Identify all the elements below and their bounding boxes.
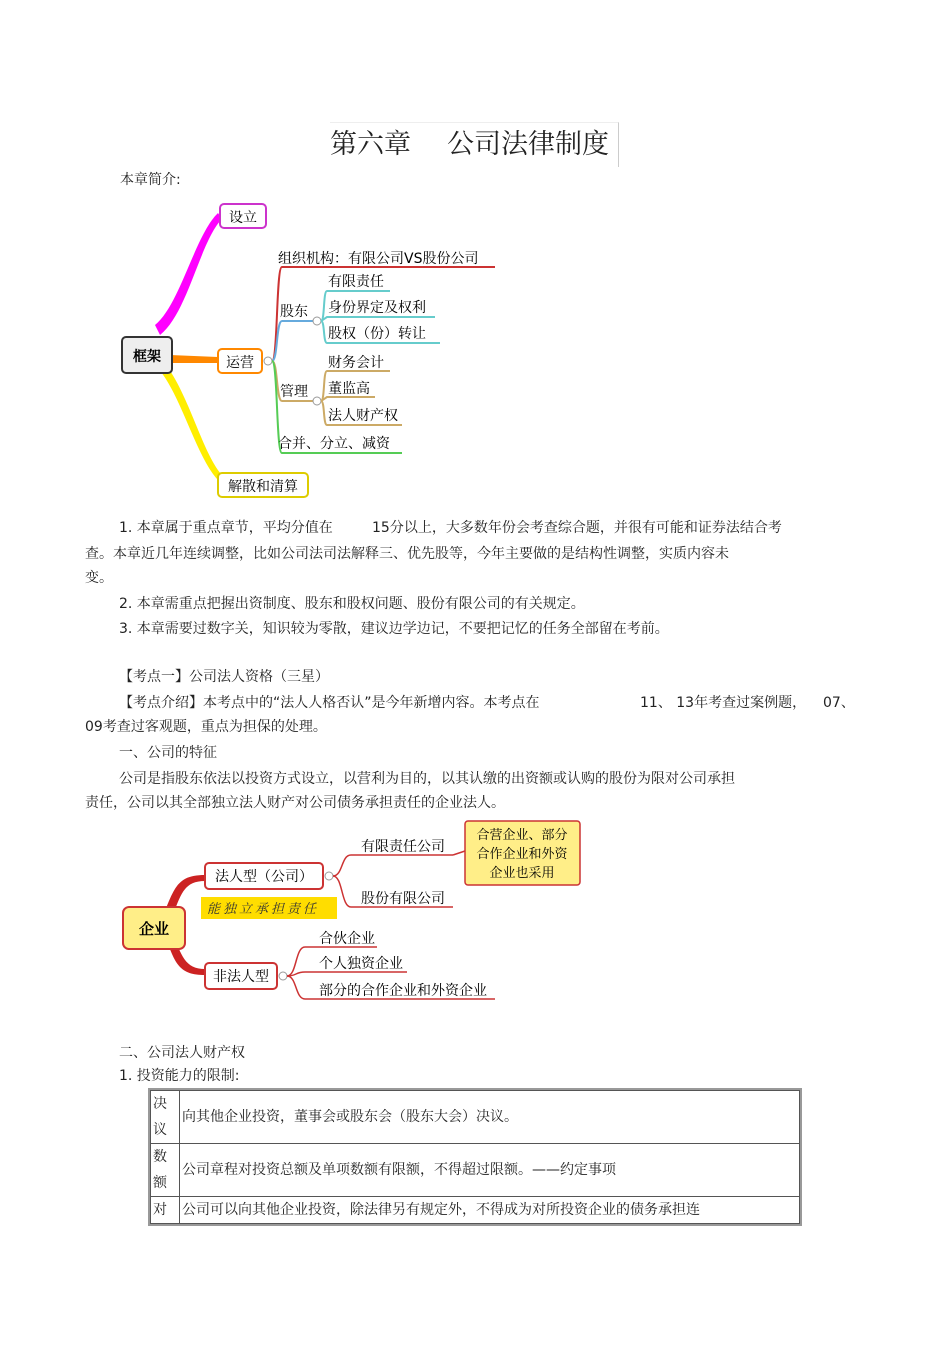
section-2-sub-1: 1. 投资能力的限制: bbox=[119, 1068, 240, 1084]
legal-type-label: 法人型（公司） bbox=[215, 869, 313, 885]
handwritten-note: 能独立承担责任 bbox=[207, 902, 320, 917]
section-1-body-b: 责任，公司以其全部独立法人财产对公司债务承担责任的企业法人。 bbox=[85, 795, 505, 811]
para-1-part-d: 变。 bbox=[85, 570, 113, 586]
section-2-heading: 二、公司法人财产权 bbox=[119, 1045, 245, 1061]
collapse-toggle-icon[interactable] bbox=[279, 972, 287, 980]
nonlegal-type-label: 非法人型 bbox=[213, 969, 269, 985]
intro-label: 本章简介: bbox=[120, 172, 181, 188]
para-1-part-c: 查。本章近几年连续调整，比如公司法司法解释三、优先股等，今年主要做的是结构性调整，实质内容未 bbox=[85, 546, 729, 562]
table-row bbox=[151, 1144, 800, 1197]
table-row-head: 数额 bbox=[151, 1144, 180, 1197]
operation-label: 运营 bbox=[226, 355, 254, 371]
para-1-part-b: 15分以上，大多数年份会考查综合题，并很有可能和证券法结合考 bbox=[372, 520, 782, 536]
table-row-head: 决议 bbox=[151, 1091, 180, 1144]
sh-item: 有限责任 bbox=[328, 274, 384, 290]
investment-limit-table bbox=[150, 1090, 800, 1224]
para-2: 2. 本章需重点把握出资制度、股东和股权问题、股份有限公司的有关规定。 bbox=[119, 596, 585, 612]
note-line: 合作企业和外资 bbox=[476, 847, 568, 862]
mg-item: 财务会计 bbox=[328, 355, 384, 371]
enterprise-root-label: 企业 bbox=[138, 920, 170, 938]
section-1-heading: 一、公司的特征 bbox=[119, 745, 217, 761]
kaodian-1-intro-b: 11、 13年考查过案例题， bbox=[640, 695, 807, 711]
table-row-body: 公司可以向其他企业投资，除法律另有规定外，不得成为对所投资企业的债务承担连 bbox=[180, 1197, 800, 1224]
para-1-part-a: 1. 本章属于重点章节，平均分值在 bbox=[119, 520, 333, 536]
table-row bbox=[151, 1091, 800, 1144]
kaodian-1-intro-c: 07、 bbox=[823, 695, 855, 711]
table-row-head: 对 bbox=[151, 1197, 180, 1224]
collapse-toggle-icon[interactable] bbox=[325, 872, 333, 880]
sh-item: 股权（份）转让 bbox=[328, 326, 426, 342]
legal-item: 有限责任公司 bbox=[361, 839, 445, 855]
page-title bbox=[330, 122, 619, 167]
shareholder-label: 股东 bbox=[280, 304, 308, 320]
table-row-body: 公司章程对投资总额及单项数额有限额，不得超过限额。——约定事项 bbox=[180, 1144, 800, 1197]
kaodian-1-intro-a: 【考点介绍】本考点中的“法人人格否认”是今年新增内容。本考点在 bbox=[119, 695, 540, 711]
chapter-name: 公司法律制度 bbox=[447, 129, 609, 160]
line-shareholder bbox=[272, 321, 322, 361]
root-label: 框架 bbox=[133, 349, 161, 365]
branch-dissolve bbox=[155, 360, 222, 480]
section-1-body-a: 公司是指股东依法以投资方式设立，以营利为目的，以其认缴的出资额或认购的股份为限对公司承担 bbox=[119, 771, 735, 787]
collapse-toggle-icon[interactable] bbox=[264, 357, 272, 365]
management-label: 管理 bbox=[280, 384, 308, 400]
nonlegal-item: 个人独资企业 bbox=[319, 956, 403, 972]
mg-item: 董监高 bbox=[328, 381, 370, 397]
mindmap-enterprise bbox=[115, 815, 595, 1015]
org-label: 组织机构：有限公司VS股份公司 bbox=[278, 251, 479, 267]
chapter-number: 第六章 bbox=[330, 129, 411, 160]
note-line: 企业也采用 bbox=[489, 866, 555, 881]
para-3: 3. 本章需要过数字关，知识较为零散，建议边学边记，不要把记忆的任务全部留在考前。 bbox=[119, 621, 669, 637]
legal-item: 股份有限公司 bbox=[361, 891, 445, 907]
sh-item: 身份界定及权利 bbox=[328, 300, 426, 316]
branch-setup bbox=[155, 213, 222, 335]
dissolve-label: 解散和清算 bbox=[228, 479, 298, 495]
nonlegal-item: 部分的合作企业和外资企业 bbox=[319, 983, 487, 999]
kaodian-1-heading: 【考点一】公司法人资格（三星） bbox=[119, 669, 329, 685]
mg-item: 法人财产权 bbox=[328, 408, 398, 424]
collapse-toggle-icon[interactable] bbox=[313, 397, 321, 405]
kaodian-1-intro-d: 09考查过客观题，重点为担保的处理。 bbox=[85, 719, 327, 735]
branch-operation bbox=[170, 355, 218, 363]
nonlegal-item: 合伙企业 bbox=[319, 931, 375, 947]
table-row-body: 向其他企业投资，董事会或股东会（股东大会）决议。 bbox=[180, 1091, 800, 1144]
setup-label: 设立 bbox=[229, 210, 257, 226]
note-line: 合营企业、部分 bbox=[476, 828, 568, 843]
table-row bbox=[151, 1197, 800, 1224]
mindmap-framework bbox=[110, 195, 530, 505]
collapse-toggle-icon[interactable] bbox=[313, 317, 321, 325]
merge-label: 合并、分立、减资 bbox=[278, 436, 390, 452]
